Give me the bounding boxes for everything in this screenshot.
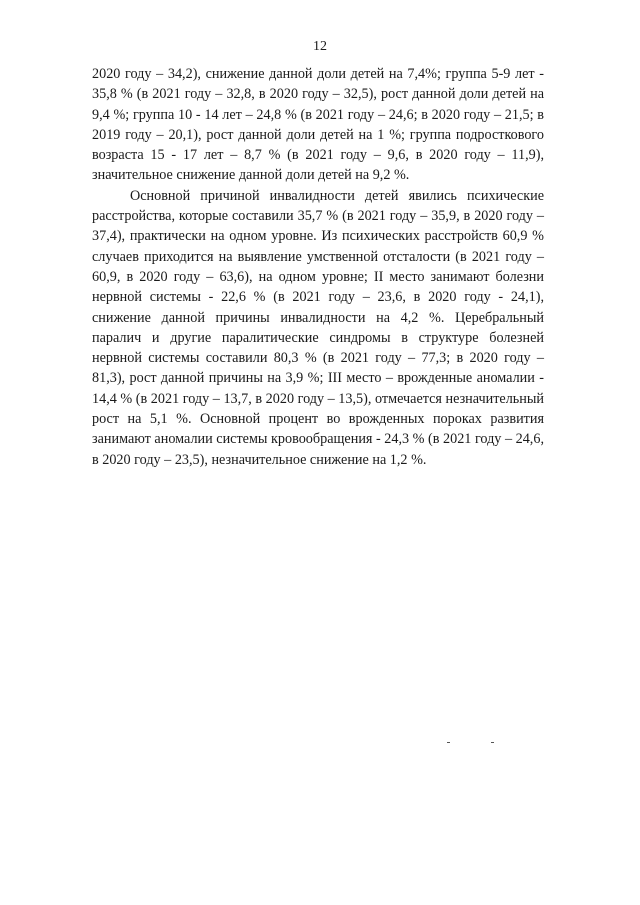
scan-artifact-marks bbox=[447, 742, 507, 746]
page-number: 12 bbox=[313, 39, 327, 54]
scan-dash-mark bbox=[491, 742, 494, 743]
paragraph-continuation: 2020 году – 34,2), снижение данной доли детей на 7,4%; группа 5-9 лет - 35,8 % (в 2021 году – 32,8, в 2020 году – 32,5), рост данной доли детей на 9,4 %; группа 10 - 14 лет – 24,8 % (в 2021 году – 24,6; в 2020 году – 21,5; в 2019 году – 20,1), рост данной доли детей на 1 %; группа подросткового возраста 15 - 17 лет – 8,7 % (в 2021 году – 9,6, в 2020 году – 11,9), значительное снижение данной доли детей на 9,2 %. bbox=[92, 66, 544, 184]
scan-dash-mark bbox=[447, 742, 450, 743]
document-body bbox=[92, 64, 544, 470]
paragraph-disability-causes: Основной причиной инвалидности детей явились психические расстройства, которые составили 35,7 % (в 2021 году – 35,9, в 2020 году – 37,4), практически на одном уровне. Из психических расстройств 60,9 % случаев приходится на выявление умственной отсталости (в 2021 году – 60,9, в 2020 году – 63,6), на одном уровне; II место занимают болезни нервной системы - 22,6 % (в 2021 году – 23,6, в 2020 году - 24,1), снижение данной причины инвалидности на 4,2 %. Церебральный паралич и другие паралитические синдромы в структуре болезней нервной системы составили 80,3 % (в 2021 году – 77,3; в 2020 году – 81,3), рост данной причины на 3,9 %; III место – врожденные аномалии - 14,4 % (в 2021 году – 13,7, в 2020 году – 13,5), отмечается незначительный рост на 5,1 %. Основной процент во врожденных пороках развития занимают аномалии системы кровообращения - 24,3 % (в 2021 году – 24,6, в 2020 году – 23,5), незначительное снижение на 1,2 %. bbox=[92, 187, 544, 468]
